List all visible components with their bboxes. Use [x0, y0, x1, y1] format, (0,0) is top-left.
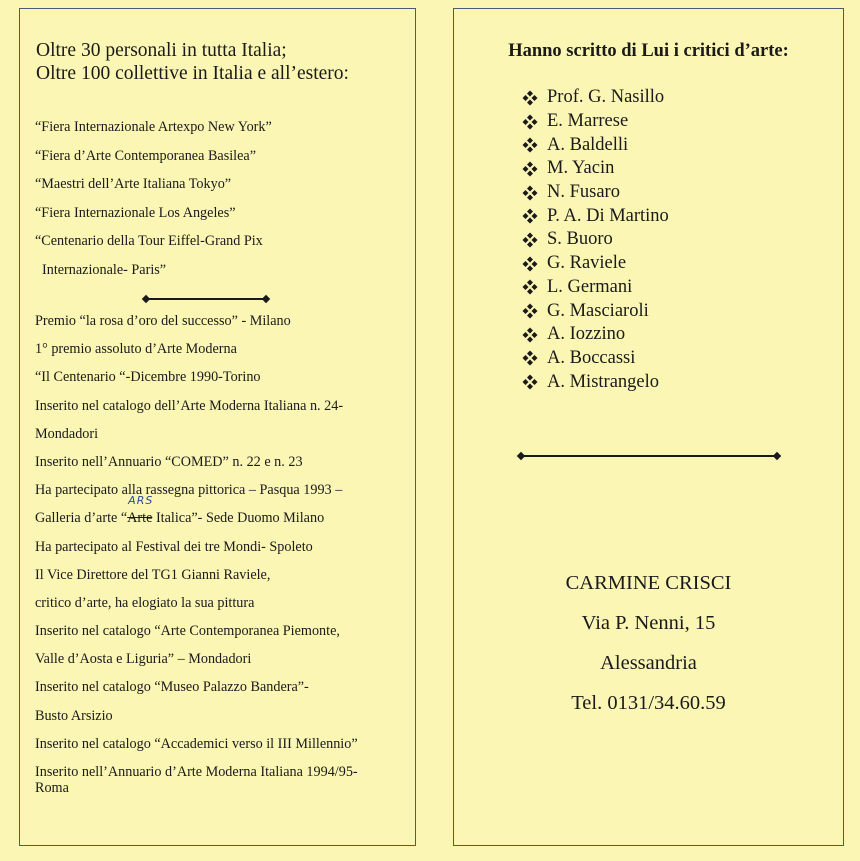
- achievement-item: Inserito nel catalogo “Accademici verso il III Millennio”: [35, 735, 358, 752]
- achievement-item: Inserito nel catalogo dell’Arte Moderna Italiana n. 24-: [35, 397, 344, 414]
- fair-item: “Fiera Internazionale Los Angeles”: [35, 204, 236, 221]
- left-panel: [19, 8, 416, 846]
- critic-item: [522, 133, 669, 157]
- critic-name: N. Fusaro: [547, 182, 620, 203]
- critic-item: [522, 157, 669, 181]
- intro-line: Oltre 100 collettive in Italia e all’estero:: [36, 63, 349, 84]
- struck-word: [127, 494, 154, 527]
- fair-item: “Maestri dell’Arte Italiana Tokyo”: [35, 176, 232, 192]
- fair-item: “Centenario della Tour Eiffel-Grand Pix: [35, 233, 263, 249]
- achievement-item: Inserito nel catalogo “Museo Palazzo Bandera”-: [35, 679, 309, 696]
- critic-name: L. Germani: [547, 276, 633, 297]
- four-diamond-bullet-icon: [522, 303, 538, 319]
- achievement-item: Inserito nell’Annuario “COMED” n. 22 e n. 23: [35, 453, 303, 470]
- four-diamond-bullet-icon: [522, 161, 538, 177]
- critic-item: [522, 86, 669, 110]
- critic-item: [522, 181, 669, 205]
- achievement-item: 1° premio assoluto d’Arte Moderna: [35, 341, 237, 358]
- critic-name: G. Masciaroli: [547, 300, 649, 321]
- critic-item: [522, 252, 669, 276]
- achievement-item: Inserito nell’Annuario d’Arte Moderna Italiana 1994/95-: [35, 764, 358, 780]
- critic-name: A. Mistrangelo: [547, 371, 660, 392]
- four-diamond-bullet-icon: [522, 185, 538, 201]
- achievement-item: Roma: [35, 780, 69, 796]
- achievements-list: [35, 313, 358, 808]
- contact-block: [454, 572, 843, 732]
- four-diamond-bullet-icon: [522, 232, 538, 248]
- intro-line: Oltre 30 personali in tutta Italia;: [36, 40, 287, 61]
- phone-number: Tel. 0131/34.60.59: [571, 692, 726, 714]
- critic-item: [522, 370, 669, 394]
- section-divider: [146, 298, 266, 300]
- four-diamond-bullet-icon: [522, 137, 538, 153]
- achievement-item: Ha partecipato al Festival dei tre Mondi- Spoleto: [35, 538, 313, 555]
- achievement-item: Il Vice Direttore del TG1 Gianni Raviele,: [35, 566, 271, 583]
- achievement-item: Premio “la rosa d’oro del successo” - Milano: [35, 313, 291, 329]
- critic-name: M. Yacin: [547, 158, 615, 179]
- four-diamond-bullet-icon: [522, 90, 538, 106]
- handwritten-correction: ARS: [128, 494, 154, 508]
- achievement-item: Valle d’Aosta e Liguria” – Mondadori: [35, 651, 252, 668]
- artist-name: CARMINE CRISCI: [565, 572, 732, 594]
- critic-item: [522, 228, 669, 252]
- achievement-item: Busto Arsizio: [35, 707, 113, 724]
- achievement-item: Mondadori: [35, 425, 99, 442]
- critic-item: [522, 110, 669, 134]
- critic-name: S. Buoro: [547, 229, 613, 250]
- fair-item: Internazionale- Paris”: [42, 261, 167, 278]
- galleria-text-before: Galleria d’arte “: [35, 510, 128, 527]
- fairs-list: [35, 119, 272, 290]
- city: Alessandria: [600, 652, 697, 674]
- critic-item: [522, 323, 669, 347]
- achievement-item: Inserito nel catalogo “Arte Contemporanea Piemonte,: [35, 623, 340, 640]
- exhibitions-intro: [36, 39, 349, 85]
- four-diamond-bullet-icon: [522, 114, 538, 130]
- four-diamond-bullet-icon: [522, 208, 538, 224]
- critic-item: [522, 276, 669, 300]
- achievement-item-galleria: [35, 494, 358, 538]
- achievement-item: Ha partecipato alla rassegna pittorica – Pasqua 1993 –: [35, 482, 343, 499]
- critic-name: E. Marrese: [547, 111, 629, 132]
- critic-name: A. Baldelli: [547, 134, 629, 155]
- critic-item: [522, 299, 669, 323]
- four-diamond-bullet-icon: [522, 327, 538, 343]
- struck-word-text: Arte: [127, 510, 153, 527]
- right-panel: [453, 8, 844, 846]
- street-address: Via P. Nenni, 15: [581, 612, 716, 634]
- critic-name: P. A. Di Martino: [547, 205, 669, 226]
- critic-item: [522, 204, 669, 228]
- fair-item: “Fiera d’Arte Contemporanea Basilea”: [35, 147, 256, 164]
- critic-name: G. Raviele: [547, 253, 627, 274]
- critics-list: [522, 86, 669, 394]
- four-diamond-bullet-icon: [522, 350, 538, 366]
- achievement-item: critico d’arte, ha elogiato la sua pittura: [35, 594, 255, 611]
- four-diamond-bullet-icon: [522, 374, 538, 390]
- section-divider: [521, 455, 777, 457]
- galleria-text-after: Italica”- Sede Duomo Milano: [152, 510, 325, 527]
- achievement-item: “Il Centenario “-Dicembre 1990-Torino: [35, 369, 261, 386]
- critic-name: Prof. G. Nasillo: [547, 87, 665, 108]
- critic-item: [522, 347, 669, 371]
- critic-name: A. Iozzino: [547, 324, 626, 345]
- fair-item: “Fiera Internazionale Artexpo New York”: [35, 119, 272, 135]
- critics-heading: Hanno scritto di Lui i critici d’arte:: [508, 41, 789, 61]
- critic-name: A. Boccassi: [547, 347, 636, 368]
- four-diamond-bullet-icon: [522, 256, 538, 272]
- four-diamond-bullet-icon: [522, 279, 538, 295]
